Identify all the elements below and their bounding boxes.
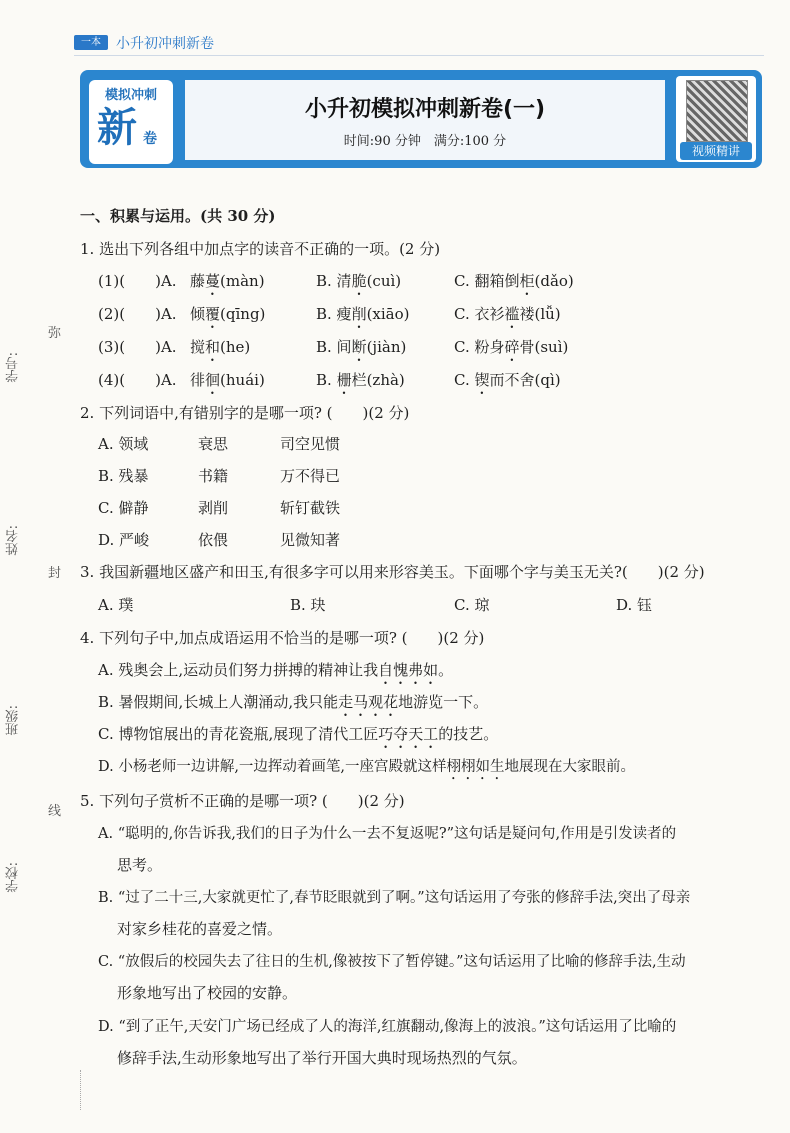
q3-option: C. 琼 — [454, 596, 490, 614]
q2-option-word: C. 僻静 — [98, 499, 149, 517]
q2-option-word: 书籍 — [198, 467, 229, 485]
q4-option-c: C. 博物馆展出的青花瓷瓶,展现了清代工匠巧夺天工的技艺。 — [98, 725, 499, 743]
q1-option-c: C. 翻箱倒柜(dǎo) — [454, 272, 574, 290]
logo-top-text: 模拟冲刺 — [104, 88, 157, 103]
q2-option-word: 见微知著 — [280, 531, 341, 549]
question-3-stem: 3. 我国新疆地区盛产和田玉,有很多字可以用来形容美玉。下面哪个字与美玉无关?( )(2 分) — [80, 563, 705, 581]
q1-option-b: B. 栅栏(zhà) — [316, 371, 405, 389]
seal-xian: 线 — [48, 804, 62, 819]
q5-option-d-line1: D. “到了正午,天安门广场已经成了人的海洋,红旗翻动,像海上的波浪。”这句话运用了比喻的 — [98, 1019, 677, 1035]
q1-row-label: (2)( )A. — [98, 305, 177, 323]
seal-mi: 弥 — [48, 326, 62, 341]
q3-option: B. 玦 — [290, 596, 326, 614]
question-4-stem: 4. 下列句子中,加点成语运用不恰当的是哪一项? ( )(2 分) — [80, 629, 485, 647]
q1-option-a: 藤蔓(màn) — [190, 272, 265, 290]
qr-code-icon[interactable] — [686, 80, 748, 142]
qr-card[interactable] — [676, 76, 756, 162]
header-divider — [74, 55, 764, 56]
seal-feng: 封 — [48, 566, 62, 581]
q1-option-c: C. 锲而不舍(qì) — [454, 371, 561, 389]
q5-option-c-line2: 形象地写出了校园的安静。 — [117, 984, 298, 1002]
q5-option-a-line2: 思考。 — [117, 856, 163, 874]
q2-option-word: 斩钉截铁 — [280, 499, 341, 517]
q2-option-word: 剥削 — [198, 499, 229, 517]
class-label: 班级: — [6, 705, 21, 736]
logo-small-char: 卷 — [143, 131, 157, 147]
brand-logo — [89, 80, 173, 164]
q1-row-label: (3)( )A. — [98, 338, 177, 356]
student-name-label: 姓名: — [6, 525, 21, 556]
q2-option-word: D. 严峻 — [98, 531, 150, 549]
q2-option-word: 衰思 — [198, 435, 229, 453]
q1-option-a: 倾覆(qīng) — [190, 305, 266, 323]
title-box — [185, 80, 665, 160]
school-label: 学校: — [6, 862, 21, 893]
q3-option: D. 钰 — [616, 596, 653, 614]
q5-option-b-line2: 对家乡桂花的喜爱之情。 — [117, 920, 283, 938]
q3-option: A. 璞 — [98, 596, 134, 614]
binding-dotted-line — [80, 1070, 83, 1110]
q2-option-word: 司空见惯 — [280, 435, 341, 453]
q4-option-d: D. 小杨老师一边讲解,一边挥动着画笔,一座宫殿就这样栩栩如生地展现在大家眼前。 — [98, 759, 636, 775]
video-lecture-label: 视频精讲 — [680, 142, 752, 160]
series-title: 小升初冲刺新卷 — [116, 36, 214, 52]
question-2-stem: 2. 下列词语中,有错别字的是哪一项? ( )(2 分) — [80, 404, 410, 422]
q1-option-c: C. 衣衫褴褛(lǚ) — [454, 305, 561, 323]
student-id-label: 学号: — [6, 352, 21, 383]
q4-option-a: A. 残奥会上,运动员们努力拼搏的精神让我自愧弗如。 — [98, 661, 454, 679]
q2-option-word: 依偎 — [198, 531, 229, 549]
q1-option-a: 搅和(he) — [190, 338, 251, 356]
q2-option-word: B. 残暴 — [98, 467, 149, 485]
q1-row-label: (4)( )A. — [98, 371, 177, 389]
q1-option-b: B. 瘦削(xiāo) — [316, 305, 410, 323]
q2-option-word: A. 领域 — [98, 435, 149, 453]
q5-option-a-line1: A. “聪明的,你告诉我,我们的日子为什么一去不复返呢?”这句话是疑问句,作用是引发读者的 — [98, 826, 677, 842]
q1-option-b: B. 间断(jiàn) — [316, 338, 407, 356]
logo-big-char: 新 — [97, 105, 137, 151]
q5-option-c-line1: C. “放假后的校园失去了往日的生机,像被按下了暂停键。”这句话运用了比喻的修辞手法,生动 — [98, 954, 686, 970]
q1-row-label: (1)( )A. — [98, 272, 177, 290]
question-5-stem: 5. 下列句子赏析不正确的是哪一项? ( )(2 分) — [80, 792, 405, 810]
exam-info: 时间:90 分钟 满分:100 分 — [343, 134, 507, 149]
page-title: 小升初模拟冲刺新卷(一) — [304, 97, 546, 122]
section-heading: 一、积累与运用。(共 30 分) — [80, 207, 276, 225]
q1-option-c: C. 粉身碎骨(suì) — [454, 338, 569, 356]
q4-option-b: B. 暑假期间,长城上人潮涌动,我只能走马观花地游览一下。 — [98, 693, 489, 711]
q2-option-word: 万不得已 — [280, 467, 341, 485]
q5-option-d-line2: 修辞手法,生动形象地写出了举行开国大典时现场热烈的气氛。 — [117, 1049, 527, 1067]
series-badge: 一本 — [74, 35, 108, 50]
q5-option-b-line1: B. “过了二十三,大家就更忙了,春节眨眼就到了啊。”这句话运用了夸张的修辞手法,突出了母亲 — [98, 890, 691, 906]
question-1-stem: 1. 选出下列各组中加点字的读音不正确的一项。(2 分) — [80, 240, 441, 258]
q1-option-a: 徘徊(huái) — [190, 371, 265, 389]
q1-option-b: B. 清脆(cuì) — [316, 272, 402, 290]
